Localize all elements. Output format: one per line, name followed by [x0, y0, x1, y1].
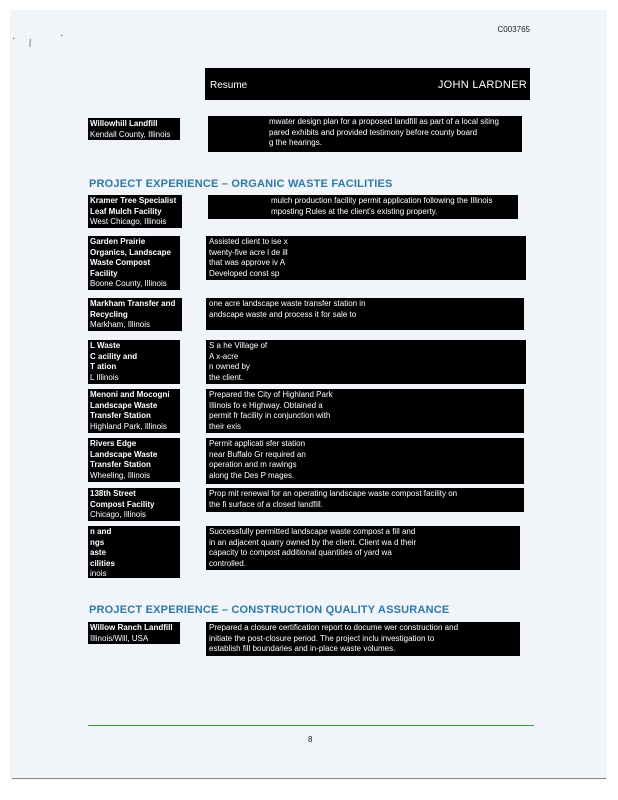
entry-name: Transfer Station [90, 411, 151, 420]
entry-location: West Chicago, Illinois [90, 217, 167, 226]
entry-name: Leaf Mulch Facility [90, 206, 162, 216]
description-line: Prop mit renewal for an operating landscape waste compost facility on [209, 489, 458, 498]
entry-name: Facility [90, 268, 118, 278]
resume-header-bar [205, 68, 530, 100]
entry-location: inois [90, 569, 107, 578]
description-line: Illinois fo e Highway. Obtained a [209, 400, 323, 410]
scan-artifact: · [12, 33, 16, 44]
description-line: the fi surface of a closed landfill. [209, 499, 323, 509]
entry-name-block [88, 622, 180, 644]
entry-name-block [88, 340, 180, 384]
entry-name: T ation [90, 362, 117, 371]
entry-description-block [206, 236, 526, 280]
description-line: Permit applicati sfer station [209, 439, 306, 448]
description-line: A x-acre [209, 351, 239, 361]
description-line: controlled. [209, 558, 246, 568]
description-line: their exis [209, 421, 242, 431]
entry-name: Transfer Station [90, 460, 151, 469]
description-line: mposting Rules at the client's existing property. [271, 206, 438, 216]
section-title-organic: PROJECT EXPERIENCE – ORGANIC WASTE FACILITIES [89, 178, 393, 190]
entry-name-block [88, 389, 180, 433]
footer-divider [88, 725, 534, 726]
entry-description-block [208, 195, 518, 219]
entry-description-block [206, 389, 524, 433]
description-line: permit fr facility in conjunction with [209, 411, 331, 420]
description-line: along the Des P mages. [209, 470, 295, 480]
entry-location: Kendall County, Illinois [90, 129, 171, 139]
entry-location: Highland Park, Illinois [90, 421, 167, 431]
entry-name-block [88, 298, 182, 331]
entry-location: Markham, Illinois [90, 320, 151, 329]
entry-name: Compost Facility [90, 499, 155, 509]
entry-name: Menoni and Mocogni [90, 390, 170, 399]
description-line: twenty-five acre l de ill [209, 247, 288, 257]
description-line: capacity to compost additional quantities of yard wa [209, 548, 392, 557]
page-number: 8 [308, 735, 313, 744]
entry-description-block [206, 488, 524, 512]
entry-name-block [88, 438, 180, 482]
entry-name: cilities [90, 558, 115, 568]
entry-description-block [206, 298, 524, 330]
entry-name: ngs [90, 537, 105, 547]
description-line: establish fill boundaries and in-place waste volumes. [209, 644, 396, 653]
entry-name: Kramer Tree Specialist [90, 196, 177, 205]
description-line: andscape waste and process it for sale to [209, 309, 357, 319]
description-line: pared exhibits and provided testimony before county board [269, 127, 478, 137]
description-line: operation and m rawings [209, 460, 297, 469]
description-line: Prepared the City of Highland Park [209, 390, 333, 399]
entry-location: L Illinois [90, 372, 119, 382]
entry-name-block [88, 526, 180, 578]
entry-location: Boone County, Illinois [90, 279, 167, 288]
entry-name-block [88, 118, 180, 140]
description-line: near Buffalo Gr required an [209, 449, 306, 459]
entry-description-block [206, 622, 520, 656]
entry-description-block [208, 116, 522, 152]
entry-name: 138th Street [90, 489, 136, 498]
entry-name-block [88, 488, 180, 521]
entry-location: Chicago, Illinois [90, 510, 147, 519]
description-line: Developed const sp [209, 268, 280, 278]
entry-name: Rivers Edge [90, 439, 137, 448]
scan-artifact: · [60, 30, 64, 41]
description-line: in an adjacent quarry owned by the client. Client wa d their [209, 537, 417, 547]
description-line: the client. [209, 372, 244, 382]
header-name: JOHN LARDNER [437, 79, 527, 91]
entry-name: Markham Transfer and [90, 299, 176, 308]
page-edge [12, 778, 606, 779]
entry-name: Landscape Waste [90, 449, 158, 459]
description-line: that was approve iv A [209, 258, 286, 267]
description-line: mwater design plan for a proposed landfill as part of a local siting [269, 117, 499, 126]
description-line: g the hearings. [269, 138, 322, 147]
entry-name: Willowhill Landfill [90, 119, 158, 128]
section-title-cqa: PROJECT EXPERIENCE – CONSTRUCTION QUALITY ASSURANCE [89, 604, 450, 616]
entry-description-block [206, 526, 520, 570]
entry-name-block [88, 236, 180, 290]
entry-name: Garden Prairie [90, 237, 146, 246]
entry-name: Organics, Landscape [90, 247, 171, 257]
entry-name: n and [90, 527, 112, 536]
description-line: mulch production facility permit application following the Illinois [271, 196, 493, 205]
entry-name: C acility and [90, 351, 138, 361]
description-line: one acre landscape waste transfer station in [209, 299, 366, 308]
description-line: n owned by [209, 362, 250, 371]
description-line: Prepared a closure certification report to docume wer construction and [209, 623, 459, 632]
description-line: Assisted client to ise x [209, 237, 288, 246]
description-line: S a he Village of [209, 341, 268, 350]
entry-location: Illinois/Will, USA [90, 633, 149, 643]
entry-name: Landscape Waste [90, 400, 158, 410]
entry-name: Willow Ranch Landfill [90, 623, 173, 632]
description-line: Successfully permitted landscape waste compost a fill and [209, 527, 416, 536]
entry-description-block [206, 438, 524, 484]
entry-name: Recycling [90, 309, 128, 319]
document-id: C003765 [497, 25, 530, 34]
entry-name: L Waste [90, 341, 121, 350]
header-title: Resume [210, 80, 248, 91]
scan-artifact: ⁄ [27, 38, 35, 49]
entry-name: aste [90, 548, 107, 557]
entry-name: Waste Compost [90, 258, 151, 267]
description-line: initiate the post-closure period. The project inclu investigation to [209, 633, 435, 643]
entry-description-block [206, 340, 526, 384]
entry-name-block [88, 195, 182, 228]
entry-location: Wheeling, Illinois [90, 470, 151, 480]
